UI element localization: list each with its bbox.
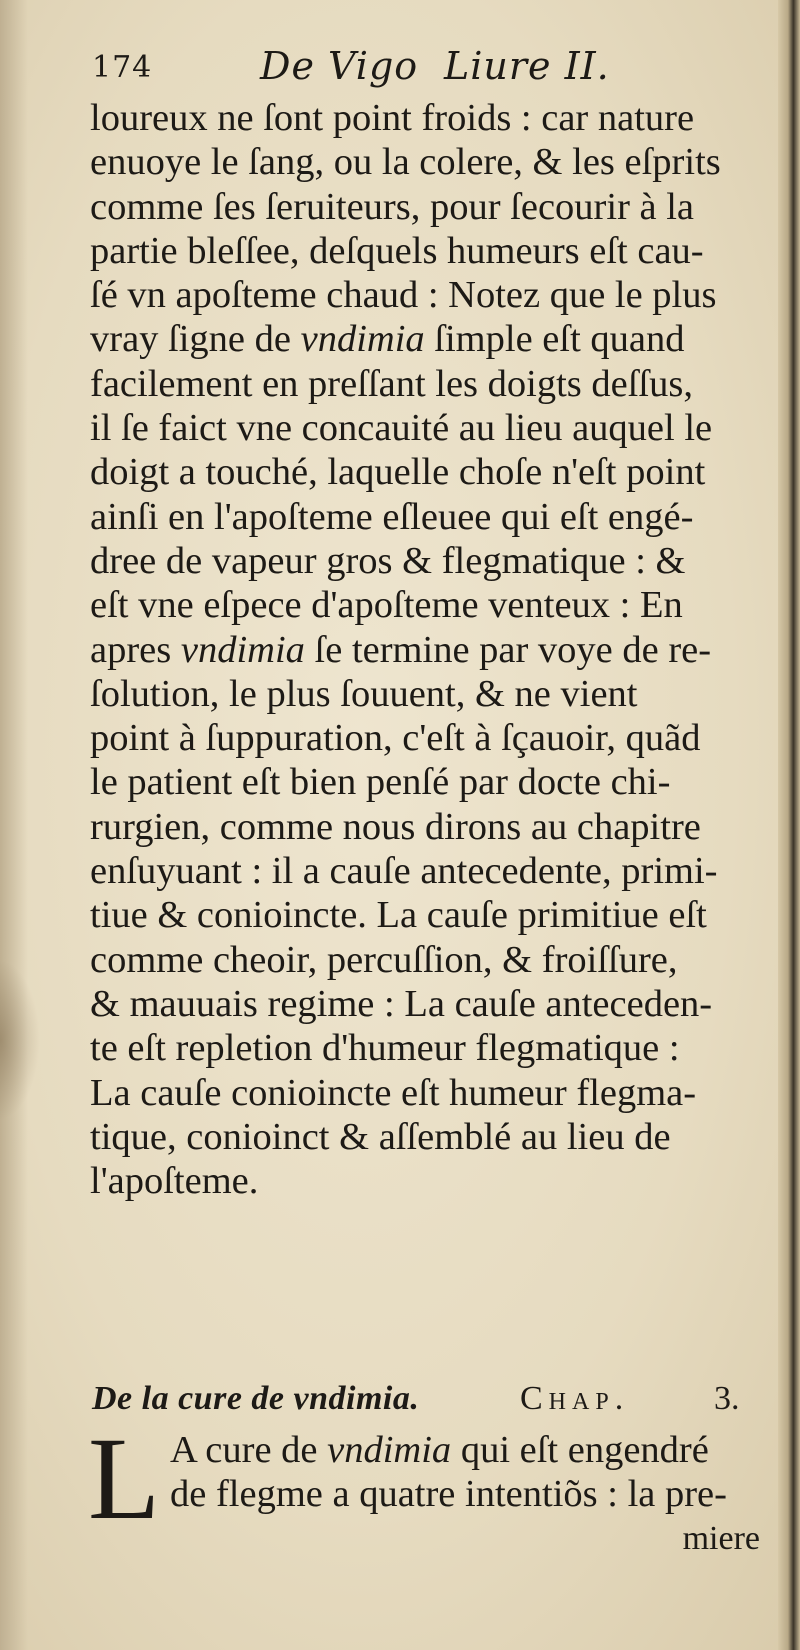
text-line: ſolution, le plus ſouuent, & ne vient [90, 672, 638, 715]
catchword: miere [682, 1520, 760, 1557]
text-line: vray ſigne de vndimia ſimple eſt quand [90, 318, 685, 361]
text-line: te eſt repletion d'humeur flegmatique : [90, 1027, 680, 1070]
text-line: enſuyuant : il a cauſe antecedente, primi- [90, 850, 718, 893]
text-line: apres vndimia ſe termine par voye de re- [90, 628, 712, 671]
ink-stain [0, 960, 40, 1120]
chapter-title: De la cure de vndimia. [92, 1380, 420, 1417]
page-edge [778, 0, 800, 1650]
running-title: De Vigo [260, 44, 419, 88]
text-line: doigt a touché, laquelle choſe n'eſt point [90, 451, 706, 494]
text-line: point à ſuppuration, c'eſt à ſçauoir, quãd [90, 717, 701, 760]
chapter-body [170, 1428, 770, 1517]
running-section: Liure II. [444, 44, 610, 88]
chapter-label: Chap. [520, 1380, 630, 1417]
text-line: enuoye le ſang, ou la colere, & les eſprits [90, 141, 721, 184]
text-line: dree de vapeur gros & flegmatique : & [90, 539, 686, 582]
text-line: & mauuais regime : La cauſe anteceden- [90, 982, 713, 1025]
chapter-line: de flegme a quatre intentiõs : la pre- [170, 1473, 727, 1516]
text-line: il ſe faict vne concauité au lieu auquel le [90, 407, 713, 450]
drop-cap: L [88, 1413, 161, 1544]
text-line: loureux ne ſont point froids : car nature [90, 97, 695, 139]
page-number: 174 [92, 50, 153, 85]
text-line: ainſi en l'apoſteme eſleuee qui eſt engé- [90, 495, 694, 538]
text-line: l'apoſteme. [90, 1160, 259, 1203]
text-line: ſé vn apoſteme chaud : Notez que le plus [90, 274, 717, 317]
body-text [90, 96, 770, 1203]
text-line: comme ſes ſeruiteurs, pour ſecourir à la [90, 185, 695, 228]
text-line: partie bleſſee, deſquels humeurs eſt cau- [90, 229, 704, 272]
gutter-shadow [0, 0, 28, 1650]
text-line: tique, conioinct & aſſemblé au lieu de [90, 1115, 671, 1158]
running-header [92, 42, 732, 98]
chapter-number: 3. [714, 1380, 740, 1417]
chapter-heading [92, 1380, 772, 1426]
text-line: facilement en preſſant les doigts deſſus, [90, 362, 693, 405]
chapter-line: A cure de vndimia qui eſt engendré [170, 1429, 709, 1471]
text-line: La cauſe conioincte eſt humeur flegma- [90, 1071, 697, 1114]
text-line: tiue & conioincte. La cauſe primitiue eſt [90, 894, 707, 937]
text-line: rurgien, comme nous dirons au chapitre [90, 805, 701, 848]
text-line: eſt vne eſpece d'apoſteme venteux : En [90, 584, 683, 627]
text-line: le patient eſt bien penſé par docte chi- [90, 761, 671, 804]
text-line: comme cheoir, percuſſion, & froiſſure, [90, 938, 678, 981]
